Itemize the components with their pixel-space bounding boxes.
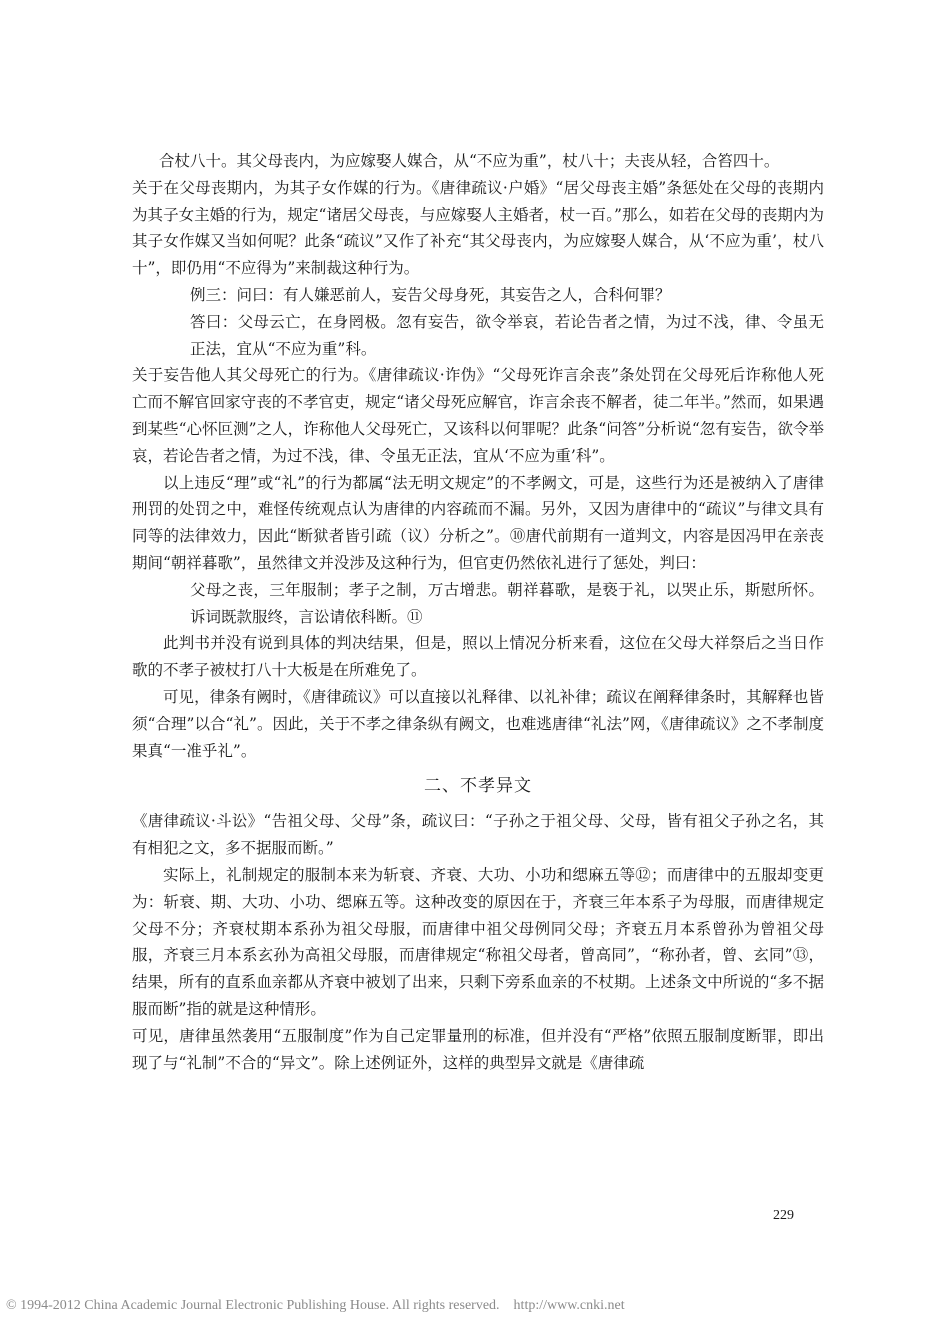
paragraph: 例三：问曰：有人嫌恶前人，妄告父母身死，其妄告之人，合科何罪？ (190, 285, 671, 304)
paragraph: 关于妄告他人其父母死亡的行为。《唐律疏议·诈伪》“父母死诈言余丧”条处罚在父母死后诈称他人死亡而不解官回家守丧的不孝官吏，规定“诸父母死应解官，诈言余丧不解者，徒二年半。”然而，如果遇到某些“心怀叵测”之人，诈称他人父母死亡，又该科以何罪呢？此条“问答”分析说“忽有妄告，欲令举哀，若论告者之情，为过不浅，律、令虽无正法，宜从‘不应为重’科”。 (132, 366, 824, 465)
paragraph: 答曰：父母云亡，在身罔极。忽有妄告，欲令举哀，若论告者之情，为过不浅，律、令虽无正法，宜从“不应为重”科。 (190, 312, 824, 358)
copyright-footer: © 1994-2012 China Academic Journal Electronic Publishing House. All rights reserved. http://www.cnki.net (6, 1298, 625, 1313)
paragraph: 《唐律疏议·斗讼》“告祖父母、父母”条，疏议曰：“子孙之于祖父母、父母，皆有祖父子孙之名，其有相犯之文，多不据服而断。” (132, 812, 824, 858)
paragraph: 实际上，礼制规定的服制本来为斩衰、齐衰、大功、小功和缌麻五等⑫；而唐律中的五服却变更为：斩衰、期、大功、小功、缌麻五等。这种改变的原因在于，齐衰三年本系子为母服，而唐律规定父母不分；齐衰杖期本系孙为祖父母服，而唐律中祖父母例同父母；齐衰五月本系曾孙为曾祖父母服，齐衰三月本系玄孙为高祖父母服，而唐律规定“称祖父母者，曾高同”，“称孙者，曾、玄同”⑬，结果，所有的直系血亲都从齐衰中被划了出来，只剩下旁系血亲的不杖期。上述条文中所说的“多不据服而断”指的就是这种情形。 (132, 865, 824, 1018)
paragraph: 父母之丧，三年服制；孝子之制，万古增悲。朝祥暮歌，是亵于礼，以哭止乐，斯慰所怀。诉词既款服终，言讼请依科断。⑪ (190, 580, 824, 626)
body-text-block-2 (132, 808, 824, 1076)
section-heading: 二、不孝异文 (424, 776, 532, 797)
paragraph: 此判书并没有说到具体的判决结果，但是，照以上情况分析来看，这位在父母大祥祭后之当日作歌的不孝子被杖打八十大板是在所难免了。 (132, 634, 824, 680)
paragraph: 可见，律条有阙时，《唐律疏议》可以直接以礼释律、以礼补律；疏议在阐释律条时，其解释也皆须“合理”以合“礼”。因此，关于不孝之律条纵有阙文，也难逃唐律“礼法”网，《唐律疏议》之不孝制度果真“一准乎礼”。 (132, 687, 824, 760)
paragraph: 可见，唐律虽然袭用“五服制度”作为自己定罪量刑的标准，但并没有“严格”依照五服制度断罪，即出现了与“礼制”不合的“异文”。除上述例证外，这样的典型异文就是《唐律疏 (132, 1026, 824, 1072)
body-text-block-1 (132, 148, 824, 764)
paragraph: 合杖八十。其父母丧内，为应嫁娶人媒合，从“不应为重”，杖八十；夫丧从轻，合笞四十。 (159, 152, 780, 170)
paragraph: 关于在父母丧期内，为其子女作媒的行为。《唐律疏议·户婚》“居父母丧主婚”条惩处在父母的丧期内为其子女主婚的行为，规定“诸居父母丧，与应嫁娶人主婚者，杖一百。”那么，如若在父母的丧期内为其子女作媒又当如何呢？此条“疏议”又作了补充“其父母丧内，为应嫁娶人媒合，从‘不应为重’，杖八十”，即仍用“不应得为”来制裁这种行为。 (132, 178, 824, 278)
paragraph: 以上违反“理”或“礼”的行为都属“法无明文规定”的不孝阙文，可是，这些行为还是被纳入了唐律刑罚的处罚之中，难怪传统观点认为唐律的内容疏而不漏。另外，又因为唐律中的“疏议”与律文具有同等的法律效力，因此“断狱者皆引疏（议）分析之”。⑩唐代前期有一道判文，内容是因冯甲在亲丧期间“朝祥暮歌”，虽然律文并没涉及这种行为，但官吏仍然依礼进行了惩处，判曰： (132, 473, 824, 572)
page-number: 229 (773, 1208, 794, 1223)
article-body (132, 148, 824, 1076)
